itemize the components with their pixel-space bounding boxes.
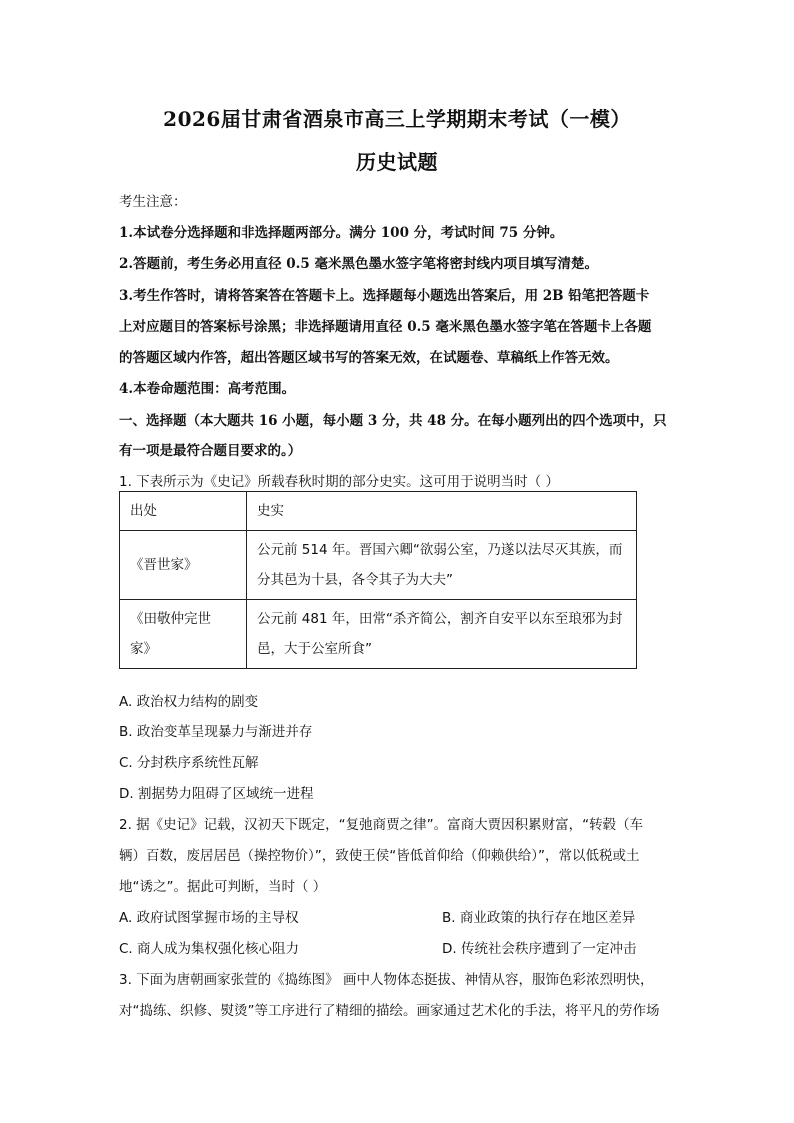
notice-item: 3.考生作答时，请将答案答在答题卡上。选择题每小题选出答案后，用 2B 铅笔把答题卡 [119,288,650,304]
section-heading-cont: 有一项是最符合题目要求的。） [119,443,302,459]
table-row [120,600,637,669]
table-header-row [120,492,637,531]
question-3-line: 对“捣练、织修、熨烫”等工序进行了精细的描绘。画家通过艺术化的手法，将平凡的劳作场 [119,1003,660,1019]
table-cell-fact: 公元前 514 年。晋国六卿“欲弱公室，乃遂以法尽灭其族，而 分其邑为十县，各令其子为大夫” [247,531,637,600]
option-a: A. 政治权力结构的剧变 [119,694,259,710]
table-row [120,531,637,600]
notice-item: 2.答题前，考生务必用直径 0.5 毫米黑色墨水签字笔将密封线内项目填写清楚。 [119,256,598,272]
notice-item: 1.本试卷分选择题和非选择题两部分。满分 100 分，考试时间 75 分钟。 [119,225,564,241]
table-header-cell: 史实 [247,492,637,531]
table-header-cell: 出处 [120,492,247,531]
question-2-line: 地“诱之”。据此可判断，当时（ ） [119,879,327,895]
notice-item: 4.本卷命题范围：高考范围。 [119,381,296,397]
exam-title: 2026届甘肃省酒泉市高三上学期期末考试（一模） [163,107,631,131]
option-b: B. 政治变革呈现暴力与渐进并存 [119,724,313,740]
notice-item: 上对应题目的答案标号涂黑；非选择题请用直径 0.5 毫米黑色墨水签字笔在答题卡上各题 [119,319,652,335]
exam-subject: 历史试题 [356,150,438,174]
option-d: D. 传统社会秩序遭到了一定冲击 [442,941,637,957]
option-c: C. 分封秩序系统性瓦解 [119,755,259,771]
notice-heading: 考生注意： [119,194,187,210]
table-cell-source: 《田敬仲完世 家》 [120,600,247,669]
notice-item: 的答题区域内作答，超出答题区域书写的答案无效，在试题卷、草稿纸上作答无效。 [119,350,619,366]
question-3-line: 3. 下面为唐朝画家张萱的《捣练图》 画中人物体态挺拔、神情从容，服饰色彩浓烈明快， [119,972,654,988]
question-2-line: 2. 据《史记》记载，汉初天下既定，“复弛商贾之律”。富商大贾因积累财富，“转毂（车 [119,817,644,833]
option-a: A. 政府试图掌握市场的主导权 [119,910,299,926]
question-2-line: 辆）百数，废居居邑（操控物价）”，致使王侯“皆低首仰给（仰赖供给）”，常以低税或土 [119,848,640,864]
table-cell-source: 《晋世家》 [120,531,247,600]
section-heading: 一、选择题（本大题共 16 小题，每小题 3 分，共 48 分。在每小题列出的四个选项中，只 [119,413,667,429]
table-cell-fact: 公元前 481 年，田常“杀齐简公，割齐自安平以东至琅邪为封 邑，大于公室所食” [247,600,637,669]
option-b: B. 商业政策的执行存在地区差异 [442,910,636,926]
option-d: D. 割据势力阻碍了区域统一进程 [119,786,314,802]
option-c: C. 商人成为集权强化核心阻力 [119,941,300,957]
question-1-stem: 1. 下表所示为《史记》所载春秋时期的部分史实。这可用于说明当时（ ） [119,474,559,490]
source-table [119,491,637,669]
